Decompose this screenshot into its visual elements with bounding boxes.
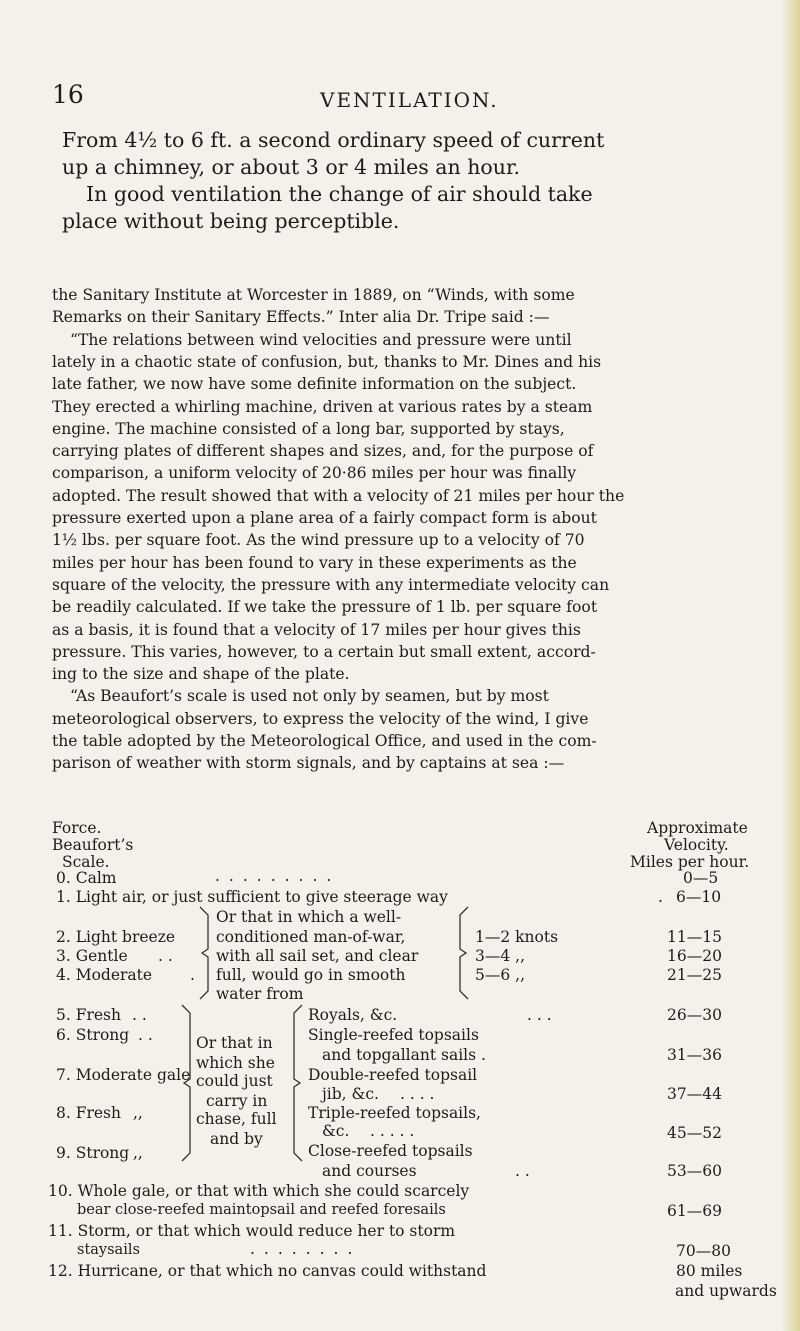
body-line: parison of weather with storm signals, and by captains at sea :— (52, 754, 565, 773)
brace-right-1 (456, 905, 470, 1001)
leader-dots: ........ (250, 1240, 362, 1258)
leader-dot: . . (515, 1162, 530, 1180)
body-line: engine. The machine consisted of a long bar, supported by stays, (52, 419, 565, 438)
brace-right-2 (290, 1003, 304, 1163)
group1-desc-line-5: water from (216, 985, 304, 1003)
leader-dot: . (190, 966, 195, 984)
leader-dot: . (658, 888, 663, 906)
header-velocity: Velocity. (664, 836, 729, 854)
row-0-velocity: 0—5 (683, 869, 719, 887)
group1-desc-line-3: with all sail set, and clear (216, 947, 419, 965)
running-head: VENTILATION. (320, 88, 499, 112)
row-12-velocity: 80 miles (676, 1262, 743, 1280)
group1-desc-line-2: conditioned man-of-war, (216, 928, 406, 946)
body-line: 1½ lbs. per square foot. As the wind pressure up to a velocity of 70 (52, 531, 585, 550)
body-line: comparison, a uniform velocity of 20·86 miles per hour was finally (52, 464, 577, 483)
row-4-velocity: 21—25 (667, 966, 722, 984)
row-11-line-2: staysails (77, 1242, 140, 1258)
row-6-velocity: 31—36 (667, 1046, 722, 1064)
rig-triple-reefed: Triple-reefed topsails, (308, 1104, 481, 1122)
body-line: the table adopted by the Meteorological Office, and used in the com- (52, 732, 597, 750)
header-scale: Scale. (62, 853, 110, 871)
body-line: “As Beaufort’s scale is used not only by seamen, but by most (70, 687, 549, 706)
group2-mid-line-3: could just (196, 1072, 273, 1090)
row-7-velocity: 37—44 (667, 1085, 722, 1103)
intro-line-3: In good ventilation the change of air should take (86, 182, 593, 206)
rig-close-reefed: Close-reefed topsails (308, 1142, 473, 1160)
row-3-force: 3. Gentle (56, 947, 128, 965)
group2-mid-line-2: which she (196, 1054, 275, 1072)
header-approximate: Approximate (647, 819, 748, 837)
rig-single-reefed: Single-reefed topsails (308, 1026, 479, 1044)
body-line: lately in a chaotic state of confusion, but, thanks to Mr. Dines and his (52, 352, 602, 371)
row-11-line-1: 11. Storm, or that which would reduce her to storm (48, 1222, 456, 1240)
body-line: be readily calculated. If we take the pressure of 1 lb. per square foot (52, 598, 598, 617)
row-6-force: 6. Strong (56, 1026, 130, 1044)
group1-desc-line-4: full, would go in smooth (216, 966, 406, 984)
body-line: meteorological observers, to express the velocity of the wind, I give (52, 709, 589, 728)
leader-dot: . . . . (400, 1085, 435, 1103)
row-7-force: 7. Moderate gale (56, 1066, 191, 1084)
row-4-force: 4. Moderate (56, 966, 153, 984)
body-line: adopted. The result showed that with a velocity of 21 miles per hour the (52, 486, 625, 505)
intro-line-4: place without being perceptible. (62, 209, 400, 233)
group2-mid-line-1: Or that in (196, 1034, 273, 1052)
row-5-force: 5. Fresh (56, 1006, 121, 1024)
group2-mid-line-5: chase, full (196, 1110, 277, 1128)
body-line: square of the velocity, the pressure with any intermediate velocity can (52, 575, 610, 594)
body-line: carrying plates of different shapes and sizes, and, for the purpose of (52, 442, 594, 461)
knots-row-4: 5—6 ,, (475, 966, 526, 984)
group2-mid-line-6: and by (210, 1130, 263, 1148)
intro-line-2: up a chimney, or about 3 or 4 miles an hour. (62, 155, 521, 179)
body-line: late father, we now have some definite information on the subject. (52, 375, 577, 394)
row-2-force: 2. Light breeze (56, 928, 176, 946)
row-2-velocity: 11—15 (667, 928, 722, 946)
page-number: 16 (52, 80, 84, 109)
knots-row-3: 3—4 ,, (475, 947, 526, 965)
body-line: the Sanitary Institute at Worcester in 1889, on “Winds, with some (52, 286, 575, 304)
body-line: Remarks on their Sanitary Effects.” Inter alia Dr. Tripe said :— (52, 308, 550, 327)
leader-dots: ......... (215, 867, 341, 885)
body-line: ing to the size and shape of the plate. (52, 665, 350, 684)
row-10-velocity: 61—69 (667, 1202, 722, 1220)
rig-jib: jib, &c. (322, 1085, 379, 1103)
brace-left-1 (198, 905, 212, 1001)
brace-left-2 (180, 1003, 194, 1163)
row-8-force: 8. Fresh (56, 1104, 121, 1122)
ditto-9: ,, (133, 1144, 143, 1162)
leader-dot: . . (138, 1026, 153, 1044)
body-line: “The relations between wind velocities and pressure were until (70, 330, 572, 349)
rig-topgallant: and topgallant sails . (322, 1046, 486, 1064)
knots-row-2: 1—2 knots (475, 928, 559, 946)
row-0-force: 0. Calm (56, 869, 117, 887)
row-9-force: 9. Strong (56, 1144, 130, 1162)
group1-desc-line-1: Or that in which a well- (216, 908, 402, 926)
rig-royals: Royals, &c. (308, 1006, 398, 1024)
leader-dot: . . . (527, 1006, 552, 1024)
row-12-line-1: 12. Hurricane, or that which no canvas could withstand (48, 1262, 487, 1280)
intro-line-1: From 4½ to 6 ft. a second ordinary speed of current (62, 128, 605, 152)
header-beaufort: Beaufort’s (52, 836, 134, 854)
rig-etc: &c. (322, 1122, 350, 1140)
group2-mid-line-4: carry in (206, 1092, 268, 1110)
body-line: They erected a whirling machine, driven at various rates by a steam (52, 397, 593, 416)
leader-dot: . . (158, 947, 173, 965)
rig-courses: and courses (322, 1162, 417, 1180)
leader-dot: . . . . . (370, 1122, 415, 1140)
row-12-line-2: and upwards (675, 1282, 777, 1300)
row-8-velocity: 45—52 (667, 1124, 722, 1142)
body-line: pressure exerted upon a plane area of a fairly compact form is about (52, 509, 597, 527)
row-10-line-2: bear close-reefed maintopsail and reefed foresails (77, 1202, 446, 1218)
row-1-force: 1. Light air, or just sufficient to give steerage way (56, 888, 448, 906)
body-line: as a basis, it is found that a velocity of 17 miles per hour gives this (52, 620, 581, 639)
body-line: miles per hour has been found to vary in these experiments as the (52, 553, 577, 572)
header-force: Force. (52, 819, 102, 837)
row-1-velocity: 6—10 (676, 888, 722, 906)
row-5-velocity: 26—30 (667, 1006, 722, 1024)
header-miles-per-hour: Miles per hour. (630, 853, 750, 871)
body-line: pressure. This varies, however, to a certain but small extent, accord- (52, 642, 596, 661)
ditto-8: ,, (133, 1104, 143, 1122)
row-10-line-1: 10. Whole gale, or that with which she could scarcely (48, 1182, 470, 1200)
row-9-velocity: 53—60 (667, 1162, 722, 1180)
row-11-velocity: 70—80 (676, 1242, 731, 1260)
leader-dot: . . (132, 1006, 147, 1024)
row-3-velocity: 16—20 (667, 947, 722, 965)
rig-double-reefed: Double-reefed topsail (308, 1066, 478, 1084)
